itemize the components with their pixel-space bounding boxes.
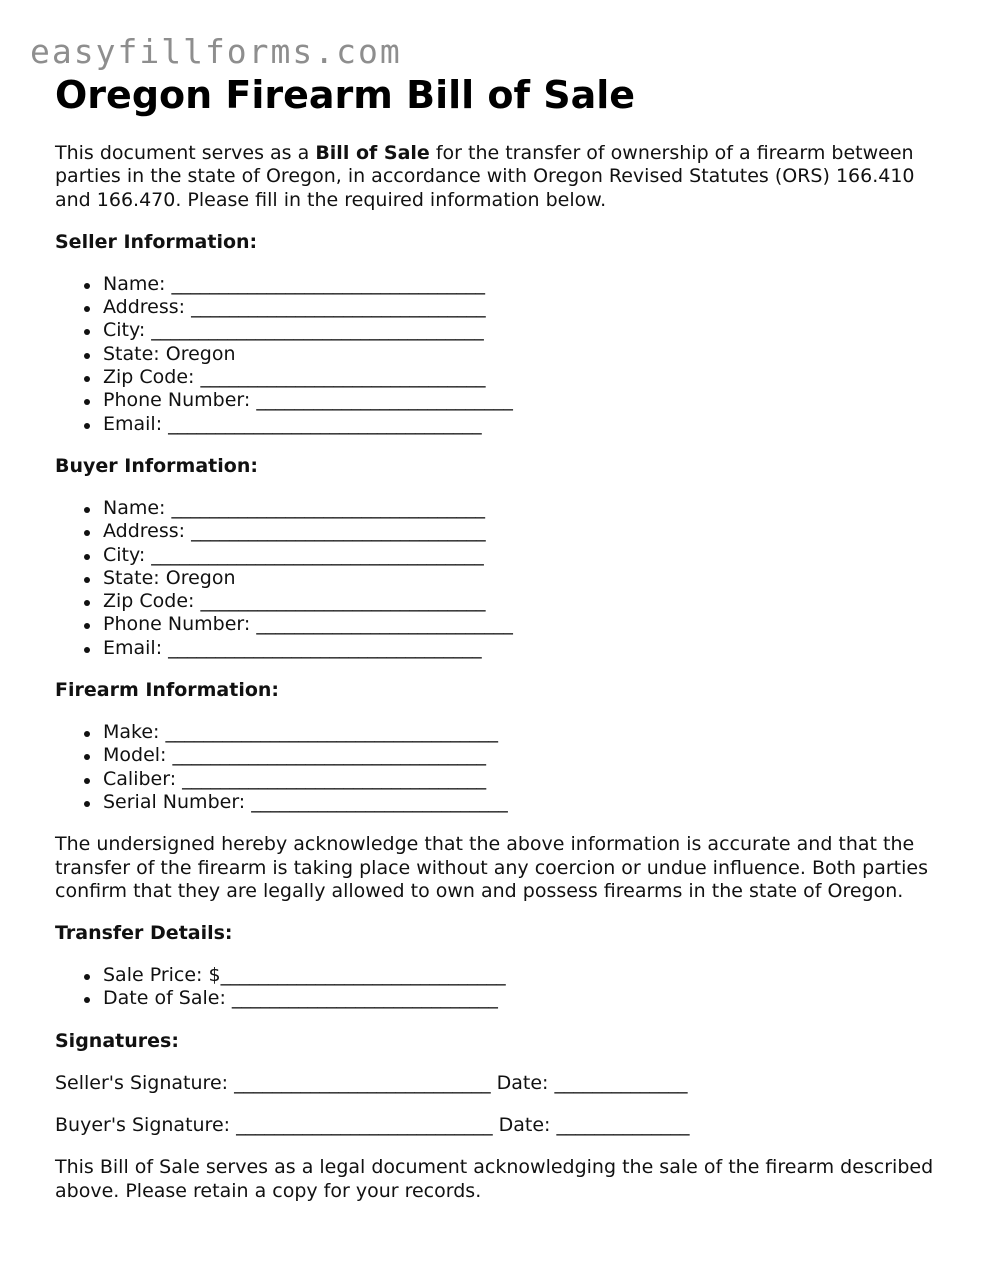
watermark: easyfillforms.com [30, 32, 402, 71]
intro-paragraph [55, 142, 955, 212]
firearm-list [55, 721, 955, 814]
buyer-signature-line[interactable]: Buyer's Signature: ___________________________ Date: ______________ [55, 1114, 690, 1137]
buyer-list [55, 497, 955, 660]
document-body [55, 68, 955, 1203]
seller-zip-field[interactable]: Zip Code: ______________________________ [103, 366, 955, 389]
seller-address-field[interactable]: Address: _______________________________ [103, 296, 955, 319]
buyer-phone-field[interactable]: Phone Number: ___________________________ [103, 613, 955, 636]
seller-state-item: State: Oregon [103, 343, 955, 366]
intro-text-before: This document serves as a [55, 142, 316, 164]
buyer-city-field[interactable]: City: ___________________________________ [103, 544, 955, 567]
sale-price-field[interactable]: Sale Price: $______________________________ [103, 964, 955, 987]
intro-text-after: for the transfer of ownership of a firearm between parties in the state of Oregon, in accordance with Oregon Revised Statutes (ORS) 166.410 and 166.470. Please fill in the required information below. [55, 142, 915, 211]
firearm-caliber-field[interactable]: Caliber: ________________________________ [103, 768, 955, 791]
buyer-zip-field[interactable]: Zip Code: ______________________________ [103, 590, 955, 613]
firearm-heading: Firearm Information: [55, 679, 280, 702]
transfer-list [55, 964, 955, 1011]
transfer-heading: Transfer Details: [55, 922, 233, 945]
page-title: Oregon Firearm Bill of Sale [55, 73, 636, 117]
firearm-model-field[interactable]: Model: _________________________________ [103, 744, 955, 767]
acknowledgment-paragraph: The undersigned hereby acknowledge that the above information is accurate and that the transfer of the firearm is taking place without any coercion or undue influence. Both parties confirm that they are legally allowed to own and possess firearms in the state of Oregon. [55, 833, 928, 902]
seller-signature-line[interactable]: Seller's Signature: ___________________________ Date: ______________ [55, 1071, 688, 1094]
seller-city-field[interactable]: City: ___________________________________ [103, 319, 955, 342]
closing-paragraph: This Bill of Sale serves as a legal document acknowledging the sale of the firearm described above. Please retain a copy for your records. [55, 1156, 934, 1202]
seller-list [55, 273, 955, 436]
seller-email-field[interactable]: Email: _________________________________ [103, 413, 955, 436]
buyer-heading: Buyer Information: [55, 454, 258, 477]
firearm-serial-field[interactable]: Serial Number: ___________________________ [103, 791, 955, 814]
buyer-email-field[interactable]: Email: _________________________________ [103, 637, 955, 660]
intro-bold-text: Bill of Sale [315, 142, 430, 164]
buyer-address-field[interactable]: Address: _______________________________ [103, 520, 955, 543]
firearm-make-field[interactable]: Make: ___________________________________ [103, 721, 955, 744]
seller-name-field[interactable]: Name: _________________________________ [103, 273, 955, 296]
signatures-heading: Signatures: [55, 1029, 179, 1052]
buyer-state-item: State: Oregon [103, 567, 955, 590]
seller-heading: Seller Information: [55, 230, 258, 253]
seller-phone-field[interactable]: Phone Number: ___________________________ [103, 389, 955, 412]
sale-date-field[interactable]: Date of Sale: ____________________________ [103, 987, 955, 1010]
buyer-name-field[interactable]: Name: _________________________________ [103, 497, 955, 520]
